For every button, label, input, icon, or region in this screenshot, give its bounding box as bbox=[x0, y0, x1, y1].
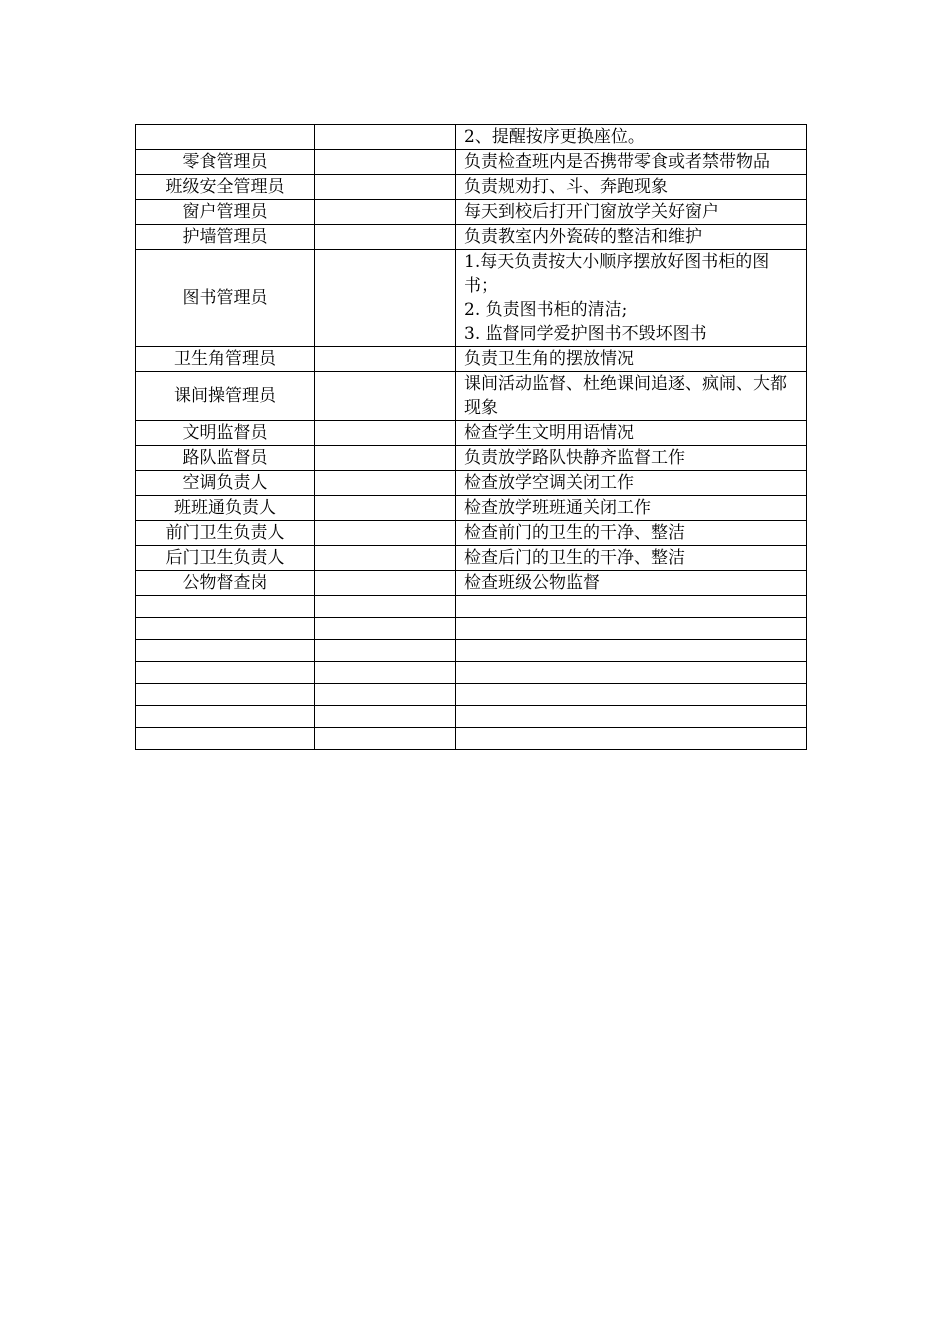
table-row bbox=[136, 150, 807, 175]
table-row bbox=[136, 684, 807, 706]
duty-cell bbox=[456, 728, 807, 750]
role-cell: 图书管理员 bbox=[136, 250, 315, 347]
role-cell bbox=[136, 618, 315, 640]
duty-line: 检查放学空调关闭工作 bbox=[464, 473, 634, 493]
duty-line: 检查后门的卫生的干净、整洁 bbox=[464, 548, 685, 568]
duty-cell bbox=[456, 706, 807, 728]
table-row bbox=[136, 618, 807, 640]
duty-line: 2、提醒按序更换座位。 bbox=[464, 127, 645, 147]
duty-line: 负责卫生角的摆放情况 bbox=[464, 349, 634, 369]
person-cell bbox=[315, 546, 456, 571]
role-cell: 空调负责人 bbox=[136, 471, 315, 496]
person-cell bbox=[315, 125, 456, 150]
table-row bbox=[136, 175, 807, 200]
person-cell bbox=[315, 347, 456, 372]
duty-line: 1.每天负责按大小顺序摆放好图书柜的图书； bbox=[464, 252, 770, 296]
role-cell: 班班通负责人 bbox=[136, 496, 315, 521]
duty-line: 2. 负责图书柜的清洁; bbox=[464, 300, 628, 320]
duty-line: 负责检查班内是否携带零食或者禁带物品 bbox=[464, 152, 770, 172]
role-cell: 后门卫生负责人 bbox=[136, 546, 315, 571]
duty-cell bbox=[456, 662, 807, 684]
role-cell bbox=[136, 125, 315, 150]
table-body bbox=[136, 125, 807, 750]
table-row bbox=[136, 471, 807, 496]
duty-cell bbox=[456, 150, 807, 175]
table-row bbox=[136, 250, 807, 347]
duty-cell bbox=[456, 546, 807, 571]
person-cell bbox=[315, 225, 456, 250]
role-cell bbox=[136, 640, 315, 662]
duty-cell bbox=[456, 618, 807, 640]
table-row bbox=[136, 446, 807, 471]
table-row bbox=[136, 347, 807, 372]
duty-line: 课间活动监督、杜绝课间追逐、疯闹、大都现象 bbox=[464, 374, 787, 418]
role-cell: 窗户管理员 bbox=[136, 200, 315, 225]
person-cell bbox=[315, 684, 456, 706]
role-cell bbox=[136, 728, 315, 750]
table-row bbox=[136, 200, 807, 225]
role-cell bbox=[136, 596, 315, 618]
person-cell bbox=[315, 150, 456, 175]
person-cell bbox=[315, 662, 456, 684]
duty-cell bbox=[456, 571, 807, 596]
duty-cell bbox=[456, 496, 807, 521]
role-cell: 护墙管理员 bbox=[136, 225, 315, 250]
role-cell: 文明监督员 bbox=[136, 421, 315, 446]
role-cell: 零食管理员 bbox=[136, 150, 315, 175]
duty-cell bbox=[456, 175, 807, 200]
duty-cell bbox=[456, 421, 807, 446]
table-row bbox=[136, 546, 807, 571]
duty-assignment-table bbox=[135, 124, 807, 750]
person-cell bbox=[315, 471, 456, 496]
table-row bbox=[136, 596, 807, 618]
duty-line: 检查班级公物监督 bbox=[464, 573, 600, 593]
table-row bbox=[136, 640, 807, 662]
duty-cell bbox=[456, 446, 807, 471]
duty-cell bbox=[456, 471, 807, 496]
person-cell bbox=[315, 175, 456, 200]
person-cell bbox=[315, 728, 456, 750]
duty-line: 负责放学路队快静齐监督工作 bbox=[464, 448, 685, 468]
duty-cell bbox=[456, 596, 807, 618]
duty-cell bbox=[456, 372, 807, 421]
duty-line: 负责规劝打、斗、奔跑现象 bbox=[464, 177, 668, 197]
duty-cell bbox=[456, 250, 807, 347]
duty-cell bbox=[456, 521, 807, 546]
person-cell bbox=[315, 372, 456, 421]
table-row bbox=[136, 571, 807, 596]
duty-cell bbox=[456, 125, 807, 150]
role-cell: 前门卫生负责人 bbox=[136, 521, 315, 546]
table-row bbox=[136, 225, 807, 250]
table-row bbox=[136, 662, 807, 684]
duty-cell bbox=[456, 684, 807, 706]
person-cell bbox=[315, 618, 456, 640]
duty-line: 负责教室内外瓷砖的整洁和维护 bbox=[464, 227, 702, 247]
role-cell bbox=[136, 662, 315, 684]
person-cell bbox=[315, 706, 456, 728]
table-row bbox=[136, 728, 807, 750]
person-cell bbox=[315, 571, 456, 596]
person-cell bbox=[315, 521, 456, 546]
role-cell bbox=[136, 706, 315, 728]
table-row bbox=[136, 706, 807, 728]
duty-line: 3. 监督同学爱护图书不毁坏图书 bbox=[464, 324, 707, 344]
person-cell bbox=[315, 446, 456, 471]
person-cell bbox=[315, 250, 456, 347]
duty-cell bbox=[456, 225, 807, 250]
duty-cell bbox=[456, 640, 807, 662]
person-cell bbox=[315, 640, 456, 662]
duty-cell bbox=[456, 347, 807, 372]
duty-cell bbox=[456, 200, 807, 225]
table-row bbox=[136, 496, 807, 521]
duty-line: 检查前门的卫生的干净、整洁 bbox=[464, 523, 685, 543]
person-cell bbox=[315, 200, 456, 225]
person-cell bbox=[315, 421, 456, 446]
role-cell: 课间操管理员 bbox=[136, 372, 315, 421]
duty-line: 检查学生文明用语情况 bbox=[464, 423, 634, 443]
person-cell bbox=[315, 596, 456, 618]
role-cell: 路队监督员 bbox=[136, 446, 315, 471]
table-row bbox=[136, 372, 807, 421]
role-cell: 班级安全管理员 bbox=[136, 175, 315, 200]
role-cell bbox=[136, 684, 315, 706]
duty-line: 每天到校后打开门窗放学关好窗户 bbox=[464, 202, 719, 222]
duty-line: 检查放学班班通关闭工作 bbox=[464, 498, 651, 518]
table-row bbox=[136, 125, 807, 150]
person-cell bbox=[315, 496, 456, 521]
role-cell: 卫生角管理员 bbox=[136, 347, 315, 372]
table-row bbox=[136, 521, 807, 546]
role-cell: 公物督查岗 bbox=[136, 571, 315, 596]
table-row bbox=[136, 421, 807, 446]
